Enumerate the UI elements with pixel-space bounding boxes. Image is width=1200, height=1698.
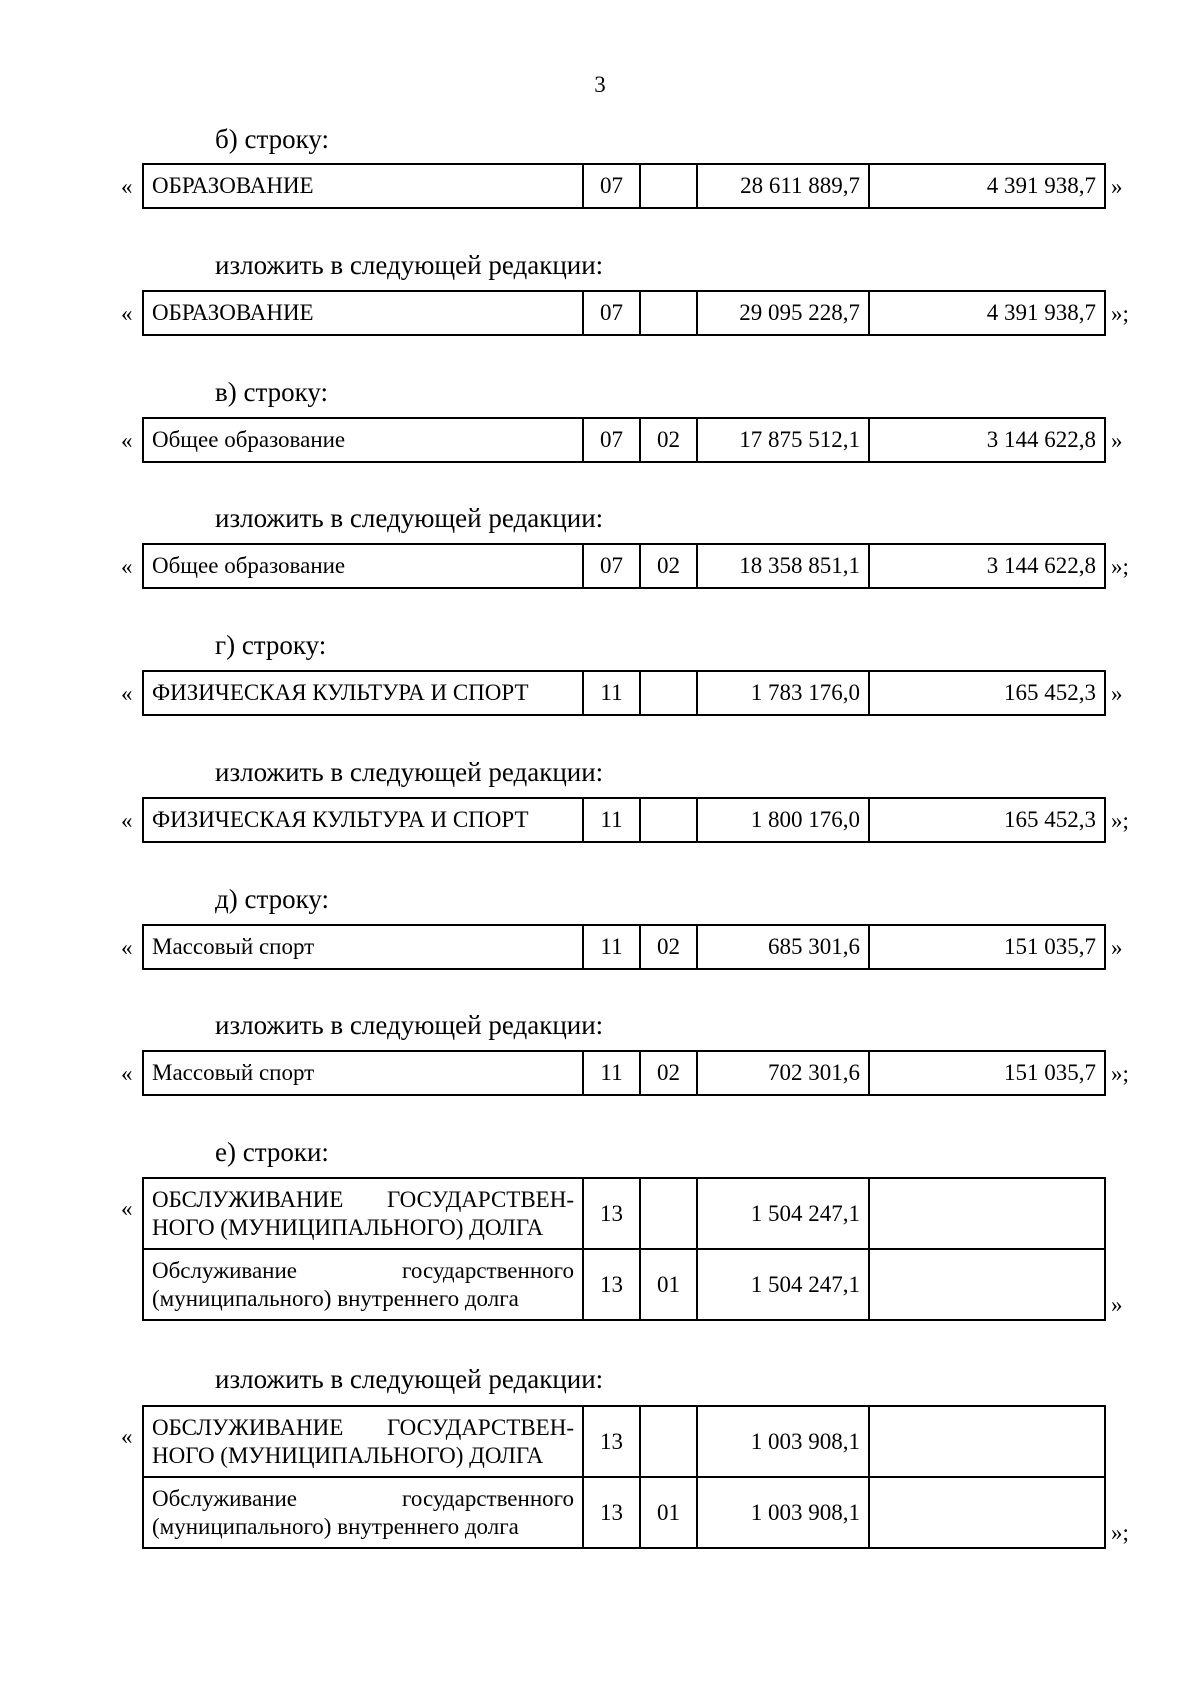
- amendment-table: [142, 797, 1106, 843]
- amendment-table: [142, 924, 1106, 970]
- row-amount-total: 1 003 908,1: [697, 1406, 869, 1477]
- amendment-table: [142, 163, 1106, 209]
- row-subsection-code: [640, 291, 697, 335]
- row-amount-subventions: 4 391 938,7: [869, 164, 1105, 208]
- amendment-table: [142, 1177, 1106, 1321]
- table-row: [143, 798, 1105, 842]
- table-row: [143, 1406, 1105, 1477]
- row-subsection-code: [640, 164, 697, 208]
- quote-open: «: [121, 428, 133, 453]
- row-section-code: 11: [583, 798, 640, 842]
- row-subsection-code: [640, 1406, 697, 1477]
- table-row: [143, 1178, 1105, 1249]
- table-row: [143, 925, 1105, 969]
- row-section-code: 11: [583, 1051, 640, 1095]
- quote-open: «: [121, 1061, 133, 1086]
- row-section-code: 07: [583, 164, 640, 208]
- row-section-code: 07: [583, 291, 640, 335]
- row-amount-subventions: [869, 1249, 1105, 1320]
- row-section-code: 11: [583, 925, 640, 969]
- quote-close: »: [1111, 681, 1123, 706]
- row-section-code: 11: [583, 671, 640, 715]
- amendment-table: [142, 543, 1106, 589]
- row-name: Общее образование: [143, 544, 583, 588]
- quote-close: »: [1111, 1292, 1123, 1317]
- row-section-code: 13: [583, 1406, 640, 1477]
- section-heading: г) строку:: [215, 630, 327, 660]
- quote-open: «: [121, 681, 133, 706]
- section-heading: д) строку:: [215, 884, 329, 914]
- table-row: [143, 544, 1105, 588]
- row-name: ОБРАЗОВАНИЕ: [143, 164, 583, 208]
- section-heading: б) строку:: [215, 124, 329, 154]
- row-amount-subventions: 3 144 622,8: [869, 544, 1105, 588]
- row-amount-total: 685 301,6: [697, 925, 869, 969]
- row-name: ФИЗИЧЕСКАЯ КУЛЬТУРА И СПОРТ: [143, 671, 583, 715]
- row-name: Обслуживание государственного (муниципального) внутреннего долга: [143, 1249, 583, 1320]
- row-amount-subventions: 3 144 622,8: [869, 418, 1105, 462]
- row-name: Обслуживание государственного (муниципального) внутреннего долга: [143, 1477, 583, 1548]
- row-name: Массовый спорт: [143, 925, 583, 969]
- quote-close: »: [1111, 935, 1123, 960]
- row-subsection-code: 02: [640, 925, 697, 969]
- quote-close: »: [1111, 428, 1123, 453]
- row-name: ОБСЛУЖИВАНИЕ ГОСУДАРСТВЕН-НОГО (МУНИЦИПАЛЬНОГО) ДОЛГА: [143, 1406, 583, 1477]
- row-amount-total: 18 358 851,1: [697, 544, 869, 588]
- row-subsection-code: 02: [640, 418, 697, 462]
- table-row: [143, 1477, 1105, 1548]
- row-amount-subventions: 165 452,3: [869, 671, 1105, 715]
- section-heading: изложить в следующей редакции:: [215, 757, 604, 787]
- quote-open: «: [121, 935, 133, 960]
- section-heading: в) строку:: [215, 377, 328, 407]
- row-name: ОБСЛУЖИВАНИЕ ГОСУДАРСТВЕН-НОГО (МУНИЦИПАЛЬНОГО) ДОЛГА: [143, 1178, 583, 1249]
- section-heading: е) строки:: [215, 1137, 329, 1167]
- row-amount-total: 1 504 247,1: [697, 1249, 869, 1320]
- row-name: ОБРАЗОВАНИЕ: [143, 291, 583, 335]
- quote-open: «: [121, 174, 133, 199]
- table-row: [143, 418, 1105, 462]
- row-amount-subventions: [869, 1477, 1105, 1548]
- amendment-table: [142, 290, 1106, 336]
- quote-close: »;: [1111, 1520, 1129, 1545]
- row-amount-total: 28 611 889,7: [697, 164, 869, 208]
- row-section-code: 07: [583, 418, 640, 462]
- table-row: [143, 291, 1105, 335]
- quote-close: »;: [1111, 554, 1129, 579]
- row-section-code: 13: [583, 1178, 640, 1249]
- table-row: [143, 671, 1105, 715]
- amendment-table: [142, 670, 1106, 716]
- row-amount-subventions: 151 035,7: [869, 1051, 1105, 1095]
- page-number: 3: [594, 72, 606, 97]
- table-row: [143, 1051, 1105, 1095]
- row-amount-total: 1 800 176,0: [697, 798, 869, 842]
- row-amount-total: 1 003 908,1: [697, 1477, 869, 1548]
- table-row: [143, 164, 1105, 208]
- row-amount-subventions: 4 391 938,7: [869, 291, 1105, 335]
- amendment-table: [142, 1050, 1106, 1096]
- row-subsection-code: [640, 798, 697, 842]
- row-amount-subventions: 151 035,7: [869, 925, 1105, 969]
- section-heading: изложить в следующей редакции:: [215, 1010, 604, 1040]
- amendment-table: [142, 1405, 1106, 1549]
- quote-close: »;: [1111, 808, 1129, 833]
- amendment-table: [142, 417, 1106, 463]
- row-amount-total: 17 875 512,1: [697, 418, 869, 462]
- row-section-code: 13: [583, 1249, 640, 1320]
- row-subsection-code: [640, 671, 697, 715]
- row-name: ФИЗИЧЕСКАЯ КУЛЬТУРА И СПОРТ: [143, 798, 583, 842]
- row-name: Массовый спорт: [143, 1051, 583, 1095]
- quote-open: «: [121, 808, 133, 833]
- row-amount-total: 29 095 228,7: [697, 291, 869, 335]
- quote-open: «: [121, 1196, 133, 1221]
- row-amount-total: 1 504 247,1: [697, 1178, 869, 1249]
- row-name: Общее образование: [143, 418, 583, 462]
- row-amount-subventions: [869, 1406, 1105, 1477]
- quote-close: »;: [1111, 1061, 1129, 1086]
- row-subsection-code: 02: [640, 544, 697, 588]
- quote-open: «: [121, 301, 133, 326]
- row-section-code: 13: [583, 1477, 640, 1548]
- table-row: [143, 1249, 1105, 1320]
- quote-open: «: [121, 554, 133, 579]
- row-amount-total: 1 783 176,0: [697, 671, 869, 715]
- section-heading: изложить в следующей редакции:: [215, 1364, 604, 1394]
- row-subsection-code: [640, 1178, 697, 1249]
- row-subsection-code: 01: [640, 1249, 697, 1320]
- row-amount-subventions: [869, 1178, 1105, 1249]
- section-heading: изложить в следующей редакции:: [215, 250, 604, 280]
- row-amount-total: 702 301,6: [697, 1051, 869, 1095]
- quote-close: »: [1111, 174, 1123, 199]
- row-section-code: 07: [583, 544, 640, 588]
- section-heading: изложить в следующей редакции:: [215, 503, 604, 533]
- row-subsection-code: 01: [640, 1477, 697, 1548]
- quote-open: «: [121, 1424, 133, 1449]
- row-subsection-code: 02: [640, 1051, 697, 1095]
- row-amount-subventions: 165 452,3: [869, 798, 1105, 842]
- quote-close: »;: [1111, 301, 1129, 326]
